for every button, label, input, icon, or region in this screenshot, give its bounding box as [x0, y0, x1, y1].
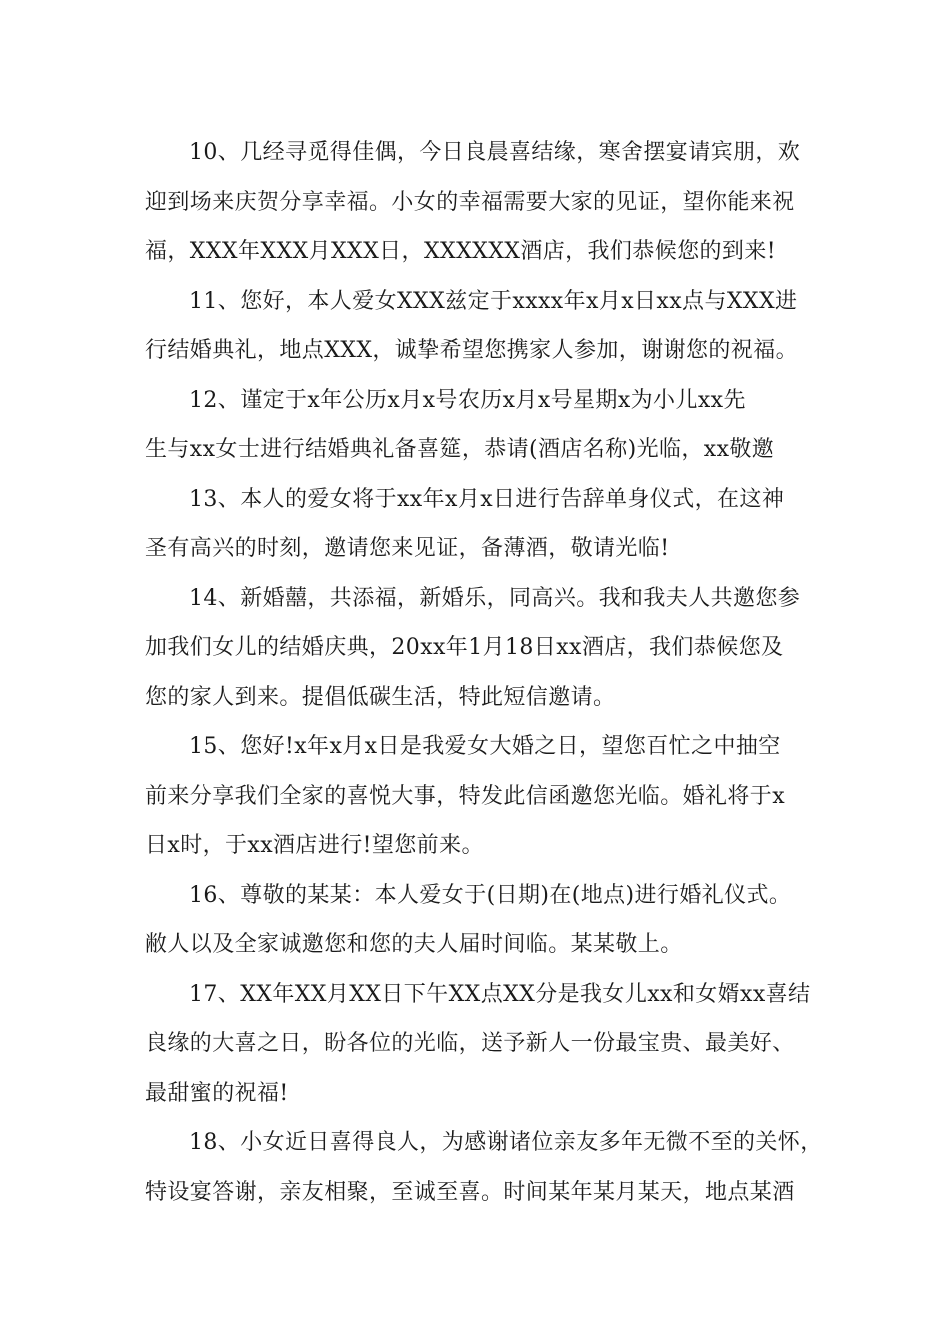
paragraph-line: 最甜蜜的祝福!: [145, 1080, 289, 1106]
paragraph-line: 生与xx女士进行结婚典礼备喜筵，恭请(酒店名称)光临，xx敬邀: [145, 437, 775, 462]
paragraph-line: 18、小女近日喜得良人，为感谢诸位亲友多年无微不至的关怀，: [189, 1130, 823, 1155]
paragraph-line: 前来分享我们全家的喜悦大事，特发此信函邀您光临。婚礼将于x: [145, 783, 786, 809]
paragraph-line: 良缘的大喜之日，盼各位的光临，送予新人一份最宝贵、最美好、: [145, 1031, 795, 1056]
paragraph-line: 福，XXX年XXX月XXX日，XXXXXX酒店，我们恭候您的到来!: [145, 239, 776, 264]
paragraph-line: 13、本人的爱女将于xx年x月x日进行告辞单身仪式，在这神: [189, 486, 785, 512]
paragraph: [145, 871, 825, 970]
paragraph-line: 16、尊敬的某某：本人爱女于(日期)在(地点)进行婚礼仪式。: [189, 882, 792, 908]
paragraph-line: 日x时，于xx酒店进行!望您前来。: [145, 833, 484, 858]
paragraph-line: 迎到场来庆贺分享幸福。小女的幸福需要大家的见证，望你能来祝: [145, 189, 795, 215]
paragraph: [145, 277, 825, 376]
paragraph-line: 17、XX年XX月XX日下午XX点XX分是我女儿xx和女婿xx喜结: [189, 981, 811, 1007]
paragraph: [145, 722, 825, 871]
paragraph-line: 您的家人到来。提倡低碳生活，特此短信邀请。: [145, 684, 616, 710]
paragraph-line: 10、几经寻觅得佳偶，今日良晨喜结缘，寒舍摆宴请宾朋，欢: [189, 140, 801, 165]
paragraph-line: 圣有高兴的时刻，邀请您来见证，备薄酒，敬请光临!: [145, 536, 670, 561]
paragraph: [145, 475, 825, 574]
paragraph-line: 加我们女儿的结婚庆典，20xx年1月18日xx酒店，我们恭候您及: [145, 635, 784, 660]
paragraph-line: 特设宴答谢，亲友相聚，至诚至喜。时间某年某月某天，地点某酒: [145, 1179, 795, 1205]
paragraph: [145, 970, 825, 1119]
paragraph: [145, 574, 825, 723]
paragraph: [145, 376, 825, 475]
paragraph-line: 14、新婚囍，共添福，新婚乐，同高兴。我和我夫人共邀您参: [189, 585, 801, 611]
paragraph: [145, 128, 825, 277]
paragraph-line: 11、您好，本人爱女XXX兹定于xxxx年x月x日xx点与XXX进: [189, 288, 798, 314]
paragraph-line: 12、谨定于x年公历x月x号农历x月x号星期x为小儿xx先: [189, 387, 746, 413]
paragraph-line: 行结婚典礼，地点XXX，诚挚希望您携家人参加，谢谢您的祝福。: [145, 338, 798, 363]
paragraph-line: 15、您好!x年x月x日是我爱女大婚之日，望您百忙之中抽空: [189, 734, 781, 759]
paragraph-line: 敝人以及全家诚邀您和您的夫人届时间临。某某敬上。: [145, 932, 683, 957]
document-body: [145, 128, 825, 1217]
paragraph: [145, 1118, 825, 1217]
